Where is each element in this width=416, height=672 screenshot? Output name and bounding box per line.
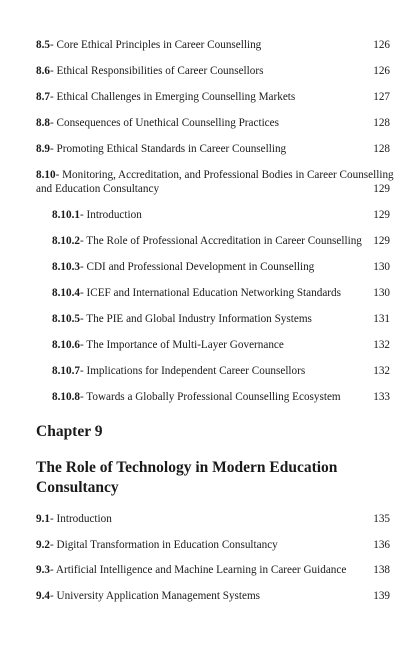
toc-entry-8-9 [36,142,390,156]
toc-entry-number: 8.7 [36,91,50,103]
toc-entry-8-8 [36,116,390,130]
toc-entry-title-line2: and Education Consultancy [36,183,160,195]
toc-entry-title: ICEF and International Education Networking Standards [86,287,341,299]
toc-entry-9-4 [36,589,390,603]
toc-entry-page: 135 [373,513,390,525]
toc-entry-8-10 [36,168,394,196]
toc-entry-separator: - [79,365,87,377]
toc-entry-page: 133 [373,391,390,403]
toc-entry-number: 9.4 [36,590,50,602]
toc-entry-page: 130 [373,287,390,299]
toc-entry-separator: - [49,65,57,77]
toc-entry-number: 8.6 [36,65,50,77]
chapter-title-line2: Consultancy [36,479,119,496]
toc-entry-separator: - [79,209,87,221]
toc-entry-number: 8.10.2 [52,235,80,247]
chapter-title-line1: The Role of Technology in Modern Education [36,459,338,476]
toc-entry-page: 130 [373,261,390,273]
toc-entry-page: 138 [373,564,390,576]
toc-entry-title: CDI and Professional Development in Counselling [86,261,315,273]
toc-entry-page: 132 [373,365,390,377]
toc-entry-title: Ethical Challenges in Emerging Counselling Markets [56,91,296,103]
toc-entry-page: 129 [373,235,390,247]
toc-entry-number: 8.10.8 [52,391,80,403]
toc-entry-number: 8.10.1 [52,209,80,221]
toc-subentry-8-10-1 [52,208,390,222]
toc-entry-page: 131 [373,313,390,325]
toc-entry-separator: - [79,391,87,403]
toc-entry-separator: - [79,287,87,299]
toc-entry-title: Introduction [56,513,112,525]
toc-entry-number: 8.10 [36,169,56,181]
toc-entry-number: 8.10.4 [52,287,80,299]
toc-entry-number: 8.10.3 [52,261,80,273]
toc-entry-page: 129 [373,183,390,195]
toc-entry-title-line1: Monitoring, Accreditation, and Professional Bodies in Career Counselling [62,169,394,181]
toc-entry-number: 8.10.5 [52,313,80,325]
toc-entry-9-3 [36,563,390,577]
toc-entry-separator: - [49,539,57,551]
toc-entry-9-2 [36,538,390,552]
toc-entry-separator: - [49,590,57,602]
toc-entry-title: University Application Management Systems [56,590,261,602]
toc-entry-title: The Importance of Multi-Layer Governance [86,339,284,351]
toc-entry-8-6 [36,64,390,78]
toc-entry-8-5 [36,38,390,52]
toc-entry-number: 9.2 [36,539,50,551]
toc-entry-page: 139 [373,590,390,602]
toc-entry-title: Introduction [86,209,142,221]
toc-entry-page: 128 [373,143,390,155]
toc-subentry-8-10-8 [52,390,390,404]
toc-entry-separator: - [49,564,56,576]
toc-entry-separator: - [55,169,63,181]
toc-entry-page: 136 [373,539,390,551]
toc-entry-page: 126 [373,39,390,51]
toc-entry-title: Promoting Ethical Standards in Career Counselling [56,143,287,155]
toc-entry-title: Ethical Responsibilities of Career Counsellors [56,65,264,77]
toc-entry-number: 8.8 [36,117,50,129]
toc-entry-number: 8.10.7 [52,365,80,377]
toc-entry-title: The PIE and Global Industry Information Systems [86,313,312,325]
toc-entry-title: Digital Transformation in Education Consultancy [56,539,278,551]
toc-subentry-8-10-7 [52,364,390,378]
toc-entry-page: 129 [373,209,390,221]
toc-entry-title: Artificial Intelligence and Machine Learning in Career Guidance [55,564,347,576]
toc-entry-separator: - [79,339,87,351]
toc-entry-title: Towards a Globally Professional Counselling Ecosystem [86,391,341,403]
chapter-title [36,458,386,498]
toc-entry-separator: - [49,91,57,103]
toc-entry-number: 9.1 [36,513,50,525]
toc-entry-separator: - [79,235,87,247]
toc-entry-number: 8.10.6 [52,339,80,351]
toc-entry-8-7 [36,90,390,104]
toc-entry-separator: - [49,39,57,51]
toc-entry-number: 8.5 [36,39,50,51]
toc-entry-title: The Role of Professional Accreditation in Career Counselling [86,235,362,247]
toc-entry-title: Implications for Independent Career Counsellors [86,365,306,377]
toc-entry-page: 126 [373,65,390,77]
toc-entry-number: 8.9 [36,143,50,155]
toc-entry-page: 128 [373,117,390,129]
chapter-label: Chapter 9 [36,423,103,440]
toc-subentry-8-10-6 [52,338,390,352]
toc-entry-9-1 [36,512,390,526]
toc-entry-title: Core Ethical Principles in Career Counselling [56,39,262,51]
toc-entry-title: Consequences of Unethical Counselling Practices [56,117,279,129]
toc-entry-separator: - [79,313,87,325]
toc-entry-separator: - [49,513,57,525]
toc-entry-page: 127 [373,91,390,103]
toc-subentry-8-10-3 [52,260,390,274]
toc-entry-separator: - [79,261,87,273]
toc-subentry-8-10-2 [52,234,390,248]
toc-entry-number: 9.3 [36,564,50,576]
toc-subentry-8-10-5 [52,312,390,326]
toc-entry-page: 132 [373,339,390,351]
toc-entry-separator: - [49,143,57,155]
toc-subentry-8-10-4 [52,286,390,300]
toc-entry-separator: - [49,117,57,129]
